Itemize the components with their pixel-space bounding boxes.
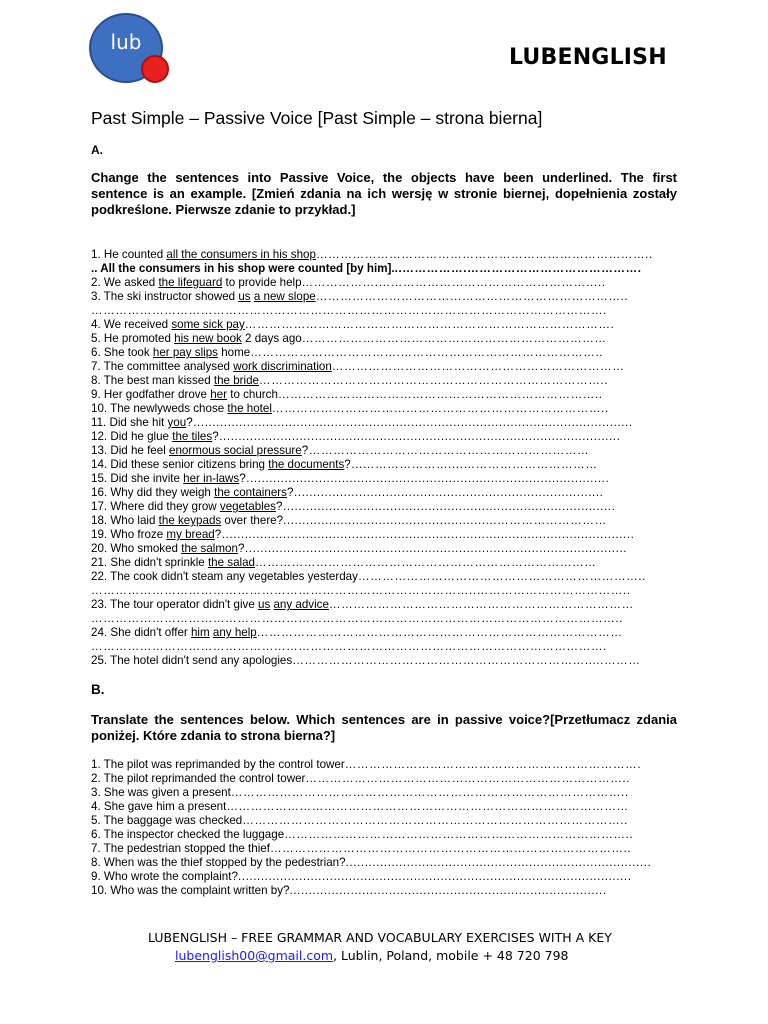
sentence-text: 1. He counted xyxy=(91,248,167,261)
sentence-text: 1. The pilot was reprimanded by the control tower xyxy=(91,758,345,771)
sentence-text: 25. The hotel didn't send any apologies xyxy=(91,654,293,667)
sentence-text: 15. Did she invite xyxy=(91,472,184,485)
underlined-object: us xyxy=(258,598,271,611)
sentence-text: 2 days ago xyxy=(241,332,302,345)
underlined-object: the containers xyxy=(214,486,287,499)
underlined-object: work discrimination xyxy=(233,360,332,373)
answer-blank: ?.................................................................................................... xyxy=(237,542,628,555)
exercise-line xyxy=(91,800,676,814)
answer-blank: ?............................................................................................... xyxy=(239,472,610,485)
sentence-text: 11. Did she hit xyxy=(91,416,168,429)
exercise-line xyxy=(91,758,676,772)
underlined-object: the bride xyxy=(213,374,259,387)
exercise-line xyxy=(91,444,676,458)
answer-blank: ………………………………………………………………………….. xyxy=(284,828,634,841)
answer-blank: …………………………………………………………………………….. xyxy=(269,842,632,855)
answer-blank: ……………….……………………………………………….. xyxy=(301,276,606,289)
answer-blank: ……………………………………………………………………….. xyxy=(315,248,653,261)
underlined-object: the salad xyxy=(207,556,255,569)
underlined-object: the salmon xyxy=(181,542,238,555)
underlined-object: the keypads xyxy=(158,514,222,527)
underlined-object: any help xyxy=(212,626,257,639)
answer-blank: ………………………………………………………………. xyxy=(344,758,642,771)
exercise-line xyxy=(91,828,676,842)
exercise-line xyxy=(91,430,676,444)
underlined-object: her xyxy=(210,388,227,401)
exercise-line xyxy=(91,472,676,486)
answer-blank: …………………………………………………………….. xyxy=(357,570,646,583)
sentence-text: 20. Who smoked xyxy=(91,542,182,555)
exercise-line xyxy=(91,318,676,332)
underlined-object: her pay slips xyxy=(152,346,218,359)
sentence-text: home xyxy=(217,346,251,359)
sentence-text: over there? xyxy=(221,514,284,527)
answer-blank: ………………………………………………………………………………………………………………. xyxy=(91,304,607,317)
answer-blank: ?....................................................................................... xyxy=(275,500,616,513)
answer-blank: ………………………………………………………………………………………………………………….. xyxy=(91,612,623,625)
underlined-object: you xyxy=(167,416,187,429)
sentence-text: 17. Where did they grow xyxy=(91,500,220,513)
exercise-line xyxy=(91,612,676,626)
exercise-line xyxy=(91,814,676,828)
underlined-object: the tiles xyxy=(172,430,213,443)
underlined-object: his new book xyxy=(174,332,242,345)
exercise-line xyxy=(91,276,676,290)
exercise-line xyxy=(91,248,676,262)
exercise-line xyxy=(91,542,676,556)
exercise-line xyxy=(91,870,676,884)
underlined-object: my bread xyxy=(166,528,215,541)
logo-red-dot xyxy=(141,55,169,83)
sentence-text: 5. He promoted xyxy=(91,332,175,345)
answer-blank: ………………………………………………………………….. xyxy=(315,290,629,303)
exercise-line xyxy=(91,528,676,542)
contact-details: , Lublin, Poland, mobile + 48 720 798 xyxy=(333,948,569,963)
sentence-text: 7. The pedestrian stopped the thief xyxy=(91,842,270,855)
exercise-line xyxy=(91,514,676,528)
sentence-text: 22. The cook didn't steam any vegetables yesterday xyxy=(91,570,358,583)
footer-title: LUBENGLISH – FREE GRAMMAR AND VOCABULARY EXERCISES WITH A KEY xyxy=(148,930,612,945)
answer-blank: ................................................................................ xyxy=(345,856,652,869)
sentence-text: 24. She didn't offer xyxy=(91,626,191,639)
exercise-line xyxy=(91,332,676,346)
underlined-object: some sick pay xyxy=(171,318,245,331)
answer-blank: …………………………………………………………………….. xyxy=(305,772,631,785)
sentence-text: 4. We received xyxy=(91,318,172,331)
sentence-text: 10. Who was the complaint written by? xyxy=(91,884,290,897)
answer-blank: …………………………………………………………………………………..……………………………….. xyxy=(91,584,631,597)
exercise-line xyxy=(91,346,676,360)
sentence-text: 9. Who wrote the complaint? xyxy=(91,870,238,883)
answer-blank: ?......................................................................................................... xyxy=(212,430,621,443)
answer-blank: …………………………………………………………………….. xyxy=(277,388,603,401)
section-b-label: B. xyxy=(91,682,105,697)
sentence-text: 18. Who laid xyxy=(91,514,159,527)
answer-blank: ..…………….……………………………………. xyxy=(394,262,642,275)
sentence-text: 6. The inspector checked the luggage xyxy=(91,828,285,841)
lub-logo xyxy=(89,13,163,83)
exercise-line xyxy=(91,290,676,304)
underlined-object: him xyxy=(190,626,210,639)
brand-name: LUBENGLISH xyxy=(509,45,667,70)
exercise-line xyxy=(91,458,676,472)
sentence-text: 6. She took xyxy=(91,346,153,359)
answer-blank: ……………………………………………………………………………… xyxy=(256,626,623,639)
sentence-text: 7. The committee analysed xyxy=(91,360,234,373)
answer-blank: ………………………………………………………………… xyxy=(301,332,607,345)
sentence-text: 5. The baggage was checked xyxy=(91,814,243,827)
exercise-line xyxy=(91,402,676,416)
sentence-text: 21. She didn't sprinkle xyxy=(91,556,208,569)
sentence-text: 13. Did he feel xyxy=(91,444,169,457)
exercise-line xyxy=(91,626,676,640)
exercise-line xyxy=(91,584,676,598)
exercise-line xyxy=(91,304,676,318)
answer-blank: ……………………………………………………………………….. xyxy=(271,402,609,415)
underlined-object: any advice xyxy=(273,598,329,611)
sentence-text: .. All the consumers in his shop were counted [by him]. xyxy=(91,262,395,275)
sentence-text: 2. The pilot reprimanded the control tower xyxy=(91,772,306,785)
sentence-text: 3. The ski instructor showed xyxy=(91,290,239,303)
exercise-line xyxy=(91,842,676,856)
email-link[interactable]: lubenglish00@gmail.com xyxy=(175,948,334,963)
sentence-text: 4. She gave him a present xyxy=(91,800,227,813)
underlined-object: enormous social pressure xyxy=(169,444,302,457)
exercise-line xyxy=(91,570,676,584)
answer-blank: …………………………………………………………………………………….. xyxy=(230,786,629,799)
section-a-label: A. xyxy=(91,143,103,157)
page-title: Past Simple – Passive Voice [Past Simple – strona bierna] xyxy=(91,108,543,128)
underlined-object: the hotel xyxy=(227,402,272,415)
sentence-text: to provide help xyxy=(222,276,302,289)
answer-blank: ……………………………………………………………… xyxy=(331,360,625,373)
footer-contact xyxy=(175,948,569,963)
exercise-line xyxy=(91,556,676,570)
logo-text: lub xyxy=(110,30,142,54)
underlined-object: vegetables xyxy=(219,500,276,513)
sentence-text: 8. When was the thief stopped by the pedestrian? xyxy=(91,856,346,869)
answer-blank: ………………………………………………………………………………….. xyxy=(242,814,628,827)
exercise-line xyxy=(91,360,676,374)
exercise-line xyxy=(91,500,676,514)
answer-blank: ?…………………………………………………………… xyxy=(301,444,590,457)
exercise-line xyxy=(91,416,676,430)
sentence-text: 12. Did he glue xyxy=(91,430,173,443)
exercise-line xyxy=(91,884,676,898)
exercise-line xyxy=(91,388,676,402)
underlined-object: a new slope xyxy=(253,290,316,303)
answer-blank: ?................................................................................. xyxy=(286,486,604,499)
exercise-line xyxy=(91,772,676,786)
sentence-text: 8. The best man kissed xyxy=(91,374,214,387)
answer-blank: ................................................................................... xyxy=(289,884,607,897)
exercise-line xyxy=(91,598,676,612)
answer-blank: ?............................................................................................................ xyxy=(214,528,635,541)
sentence-text: 19. Who froze xyxy=(91,528,167,541)
underlined-object: all the consumers in his shop xyxy=(166,248,316,261)
underlined-object: the lifeguard xyxy=(158,276,223,289)
sentence-text: 16. Why did they weigh xyxy=(91,486,215,499)
section-b-instruction: Translate the sentences below. Which sentences are in passive voice?[Przetłumacz zdania poniżej. Które zdania to strona bierna?] xyxy=(91,712,677,743)
exercise-line xyxy=(91,654,676,668)
sentence-text: 2. We asked xyxy=(91,276,159,289)
sentence-text: 9. Her godfather drove xyxy=(91,388,211,401)
exercise-line xyxy=(91,374,676,388)
answer-blank: ?...…………………....…………………………… xyxy=(344,458,598,471)
exercise-line xyxy=(91,856,676,870)
section-a-instruction: Change the sentences into Passive Voice, the objects have been underlined. The first sentence is an example. [Zmień zdania na ich wersję w stronie biernej, dopełnienia zostały podkreślone. Pierwsze zdanie to przykład.] xyxy=(91,170,677,217)
sentence-text: 14. Did these senior citizens bring xyxy=(91,458,269,471)
underlined-object: the documents xyxy=(268,458,345,471)
underlined-object: us xyxy=(238,290,251,303)
sentence-text: 3. She was given a present xyxy=(91,786,231,799)
answer-blank: ………………………………………………………………… xyxy=(328,598,634,611)
answer-blank: ………………………………………………………………………….. xyxy=(259,374,609,387)
answer-blank: ………………………………………………………………………………………………………………. xyxy=(91,640,607,653)
answer-blank: ……………………………………………………………………………………… xyxy=(226,800,629,813)
exercise-line xyxy=(91,786,676,800)
answer-blank: ……………………………………………………………….....……… xyxy=(292,654,641,667)
answer-blank: ........................................................……………………… xyxy=(283,514,607,527)
answer-blank: ………………………………………………………………………………. xyxy=(244,318,615,331)
sentence-text: 23. The tour operator didn't give xyxy=(91,598,258,611)
exercise-line xyxy=(91,262,676,276)
answer-blank: ………………………………………………………………………… xyxy=(255,556,597,569)
answer-blank: ....................................................................................................... xyxy=(237,870,632,883)
answer-blank: ……………………………….………………………………………….. xyxy=(250,346,604,359)
underlined-object: her in-laws xyxy=(183,472,240,485)
sentence-text: to church xyxy=(227,388,278,401)
exercise-line xyxy=(91,640,676,654)
sentence-text: 10. The newlyweds chose xyxy=(91,402,228,415)
answer-blank: ?................................................................................................................... xyxy=(186,416,633,429)
exercise-line xyxy=(91,486,676,500)
